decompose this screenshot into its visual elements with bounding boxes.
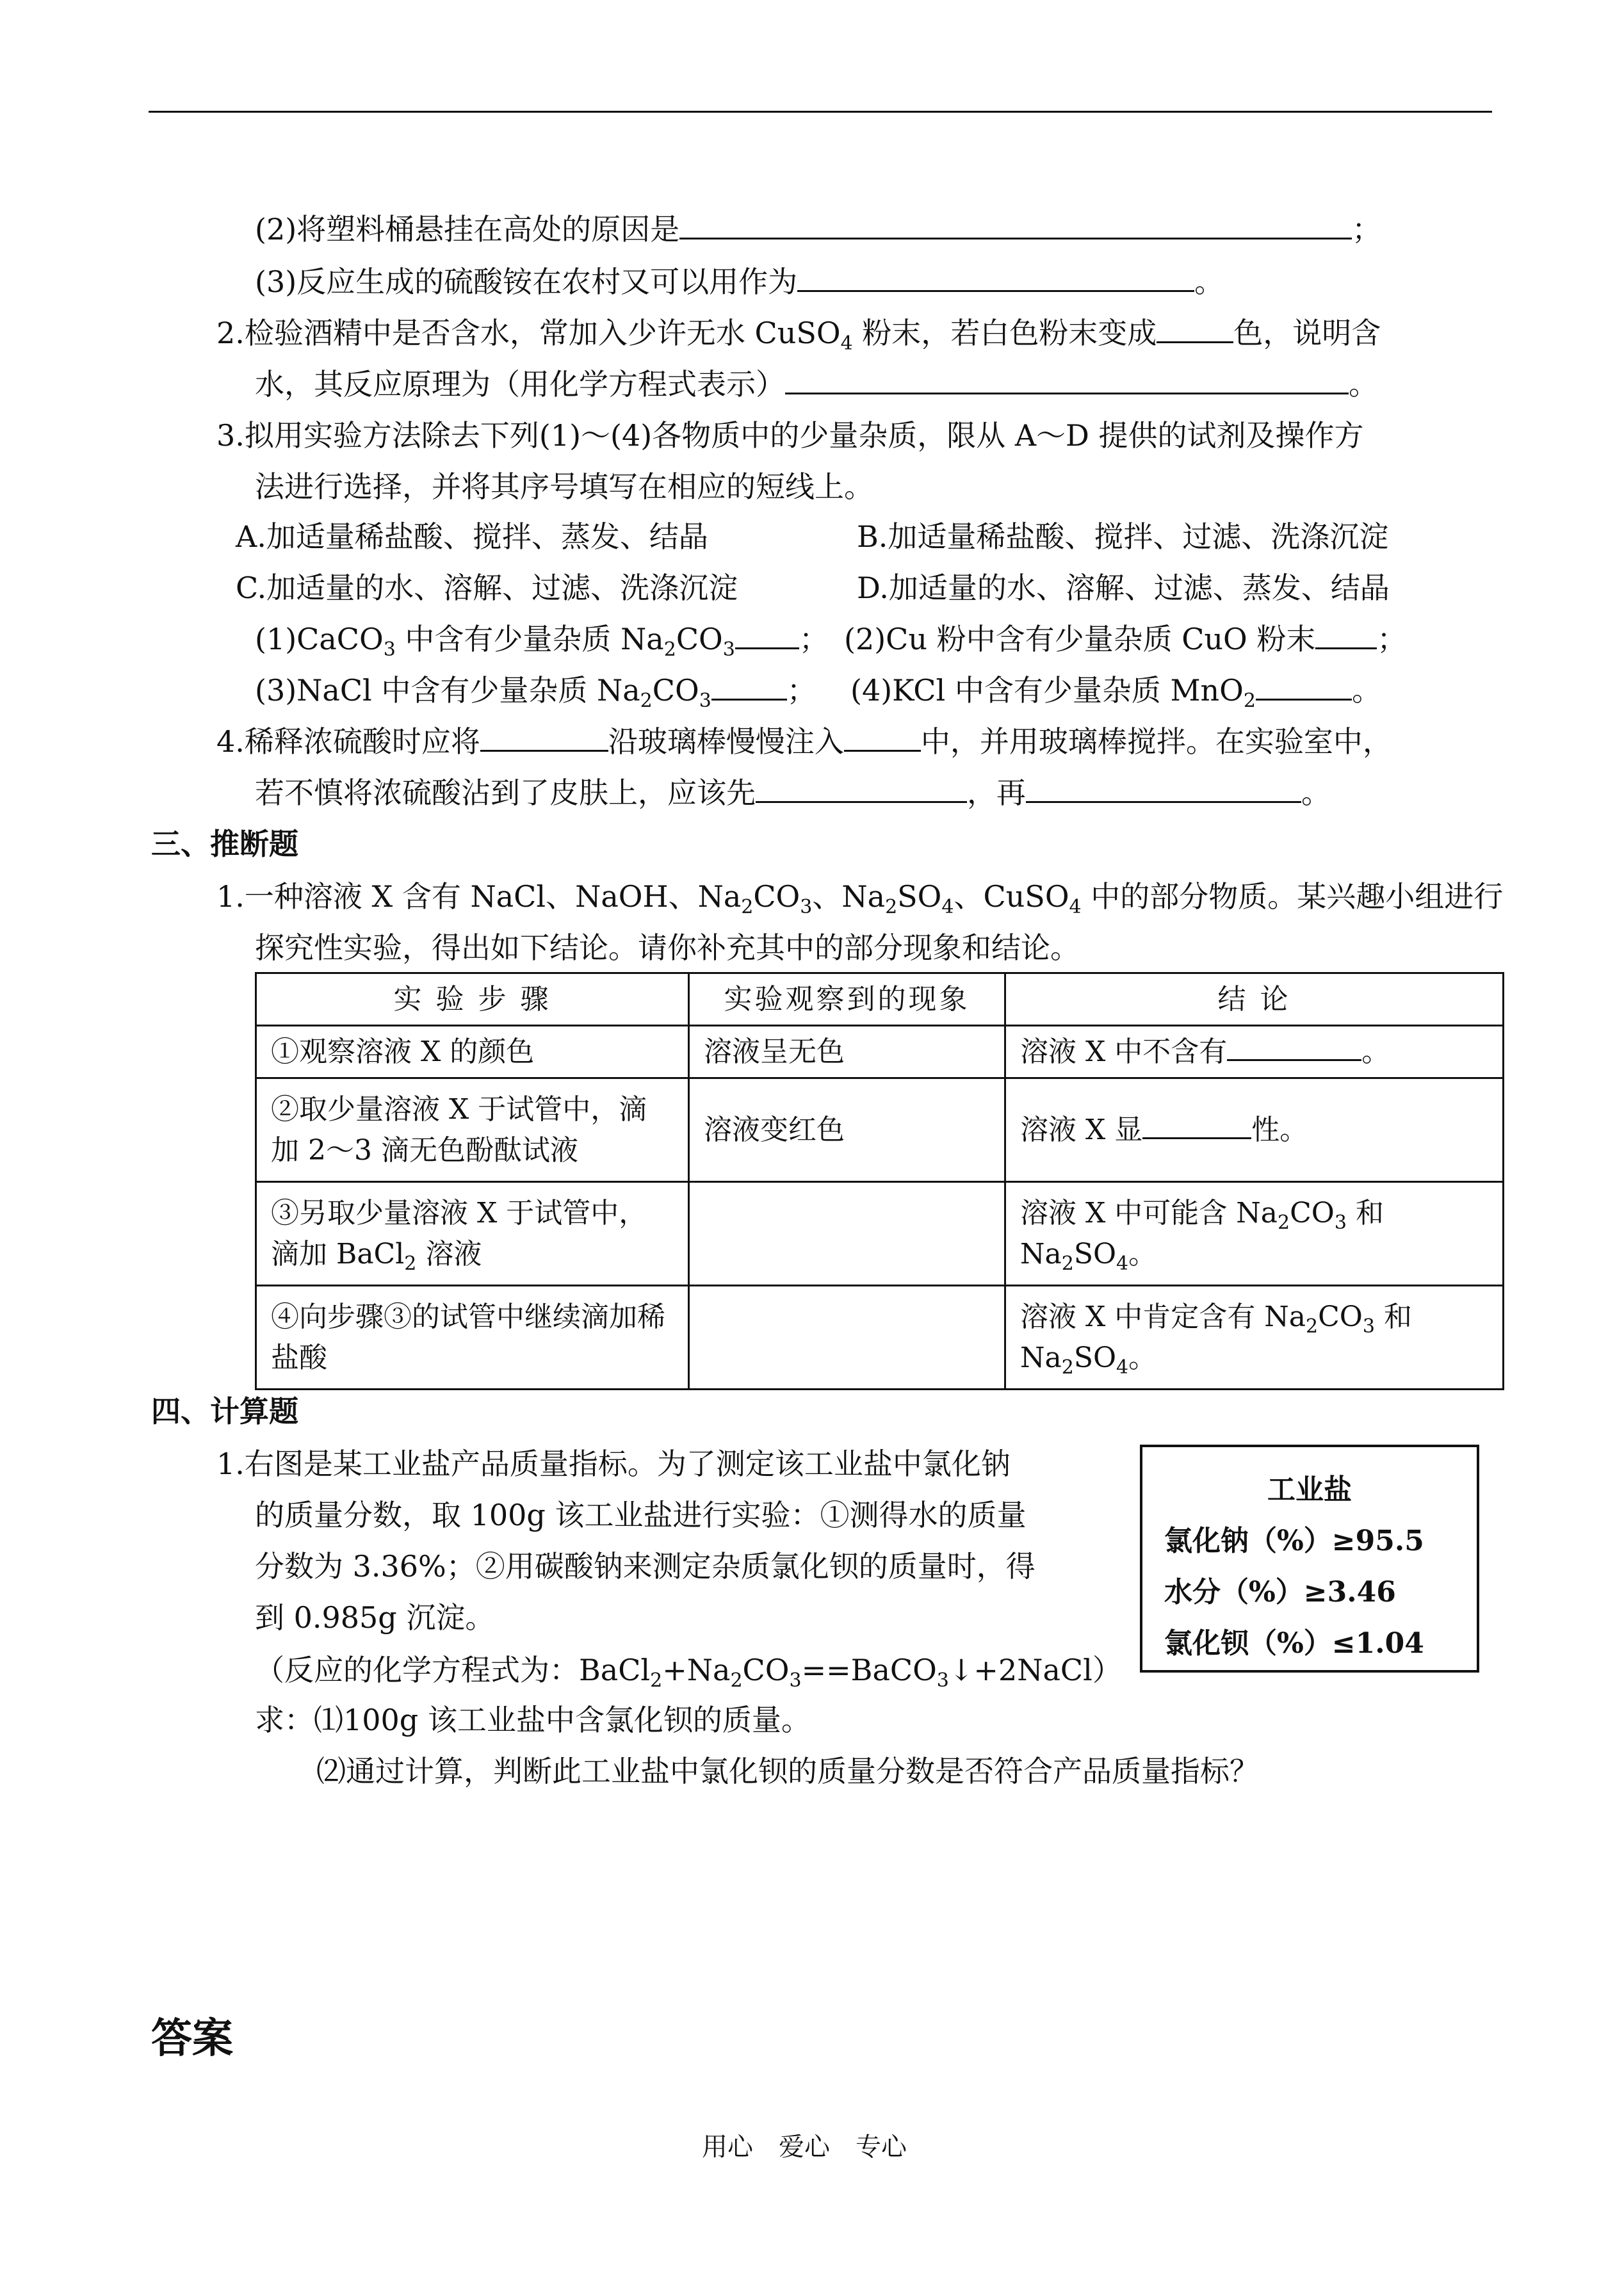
- section-3-question-line1: 1.一种溶液 X 含有 NaCl、NaOH、$Na_2CO_3$、$Na_2SO_4$、CuSO$_4$ 中的部分物质。某兴趣小组进行: [216, 879, 1504, 918]
- answer-blank[interactable]: [711, 673, 787, 701]
- answer-blank[interactable]: [480, 724, 608, 752]
- answer-blank[interactable]: [735, 622, 799, 649]
- industrial-salt-spec-box: [1140, 1445, 1479, 1673]
- experiment-table: [255, 972, 1504, 1390]
- sub-question-3: (3)NaCl 中含有少量杂质 $Na_2CO_3$ ；: [255, 673, 816, 712]
- question-3-line2: 法进行选择，并将其序号填写在相应的短线上。: [255, 469, 873, 504]
- observation-cell[interactable]: [689, 1286, 1005, 1390]
- answer-blank[interactable]: [797, 264, 1194, 292]
- calc-ask-1: 求：⑴100g 该工业盐中含氯化钡的质量。: [255, 1703, 811, 1737]
- table-row: [256, 1078, 1504, 1182]
- conclusion-cell: 溶液 X 中肯定含有 $Na_2CO_3$ 和 $Na_2SO_4$。: [1005, 1286, 1504, 1390]
- question-1-2: (2)将塑料桶悬挂在高处的原因是 ；: [255, 212, 1382, 247]
- table-row: [256, 1286, 1504, 1390]
- table-row: [256, 1026, 1504, 1078]
- answer-blank[interactable]: [1026, 775, 1301, 803]
- section-4-heading: 四、计算题: [151, 1394, 298, 1429]
- question-2-line2: 水，其反应原理为（用化学方程式表示） 。: [255, 367, 1378, 401]
- answer-blank[interactable]: [844, 724, 921, 752]
- observation-cell: 溶液变红色: [689, 1078, 1005, 1182]
- option-b: B.加适量稀盐酸、搅拌、过滤、洗涤沉淀: [857, 519, 1389, 554]
- observation-cell: 溶液呈无色: [689, 1026, 1005, 1078]
- spec-box-title: 工业盐: [1267, 1473, 1352, 1506]
- step-cell: ②取少量溶液 X 于试管中，滴加 2～3 滴无色酚酞试液: [256, 1078, 689, 1182]
- header-rule: [149, 111, 1492, 113]
- question-3-line1: 3.拟用实验方法除去下列(1)～(4)各物质中的少量杂质，限从 A～D 提供的试剂及操作方: [216, 418, 1364, 453]
- question-4-line1: 4.稀释浓硫酸时应将 沿玻璃棒慢慢注入 中，并用玻璃棒搅拌。在实验室中，: [216, 724, 1392, 759]
- answer-blank[interactable]: [756, 775, 967, 803]
- conclusion-cell: 溶液 X 显 性。: [1005, 1078, 1504, 1182]
- answer-blank[interactable]: [679, 212, 1352, 239]
- answer-blank[interactable]: [1315, 622, 1377, 649]
- answer-blank[interactable]: [1142, 1112, 1251, 1139]
- answer-blank[interactable]: [785, 367, 1349, 394]
- reaction-equation: （反应的化学方程式为：$BaCl_2+Na_2CO_3==BaCO_3↓+2NaCl$）: [255, 1653, 1122, 1692]
- question-1-3: (3)反应生成的硫酸铵在农村又可以用作为 。: [255, 264, 1224, 299]
- spec-barium-chloride: 氯化钡（%）≤1.04: [1164, 1627, 1424, 1660]
- table-header-row: [256, 973, 1504, 1026]
- observation-cell[interactable]: [689, 1182, 1005, 1286]
- conclusion-cell: 溶液 X 中可能含 $Na_2CO_3$ 和 $Na_2SO_4$。: [1005, 1182, 1504, 1286]
- question-4-line2: 若不慎将浓硫酸沾到了皮肤上，应该先 ，再 。: [255, 775, 1331, 810]
- answer-blank[interactable]: [1256, 673, 1352, 701]
- sub-question-1: (1)CaCO$_3$ 中含有少量杂质 $Na_2CO_3$ ；: [255, 622, 829, 661]
- calc-ask-2: ⑵通过计算，判断此工业盐中氯化钡的质量分数是否符合产品质量指标？: [316, 1754, 1259, 1788]
- question-2-line1: 2.检验酒精中是否含水，常加入少许无水 CuSO$_4$ 粉末，若白色粉末变成 色，说明含: [216, 316, 1381, 355]
- step-cell: ③另取少量溶液 X 于试管中，滴加 BaCl$_2$ 溶液: [256, 1182, 689, 1286]
- sub-question-2: (2)Cu 粉中含有少量杂质 CuO 粉末 ；: [844, 622, 1407, 656]
- option-c: C.加适量的水、溶解、过滤、洗涤沉淀: [236, 571, 738, 605]
- header-step: 实 验 步 骤: [256, 973, 689, 1026]
- step-cell: ④向步骤③的试管中继续滴加稀盐酸: [256, 1286, 689, 1390]
- page-footer: 用心 爱心 专心: [702, 2132, 907, 2162]
- option-a: A.加适量稀盐酸、搅拌、蒸发、结晶: [236, 519, 708, 554]
- header-conclusion: 结 论: [1005, 973, 1504, 1026]
- step-cell: ①观察溶液 X 的颜色: [256, 1026, 689, 1078]
- answer-blank[interactable]: [1157, 316, 1233, 343]
- calc-question-line2: 的质量分数，取 100g 该工业盐进行实验：①测得水的质量: [255, 1498, 1027, 1532]
- section-3-question-line2: 探究性实验，得出如下结论。请你补充其中的部分现象和结论。: [255, 930, 1080, 965]
- answer-blank[interactable]: [1227, 1034, 1361, 1061]
- sub-question-4: (4)KCl 中含有少量杂质 MnO$_2$ 。: [850, 673, 1381, 712]
- conclusion-cell: 溶液 X 中不含有 。: [1005, 1026, 1504, 1078]
- section-3-heading: 三、推断题: [151, 827, 298, 861]
- answer-heading: 答案: [151, 2015, 233, 2063]
- option-d: D.加适量的水、溶解、过滤、蒸发、结晶: [857, 571, 1390, 605]
- calc-question-line1: 1.右图是某工业盐产品质量指标。为了测定该工业盐中氯化钠: [216, 1447, 1011, 1481]
- spec-moisture: 水分（%）≥3.46: [1164, 1576, 1396, 1609]
- spec-sodium-chloride: 氯化钠（%）≥95.5: [1164, 1525, 1424, 1557]
- calc-question-line4: 到 0.985g 沉淀。: [255, 1600, 495, 1635]
- table-row: [256, 1182, 1504, 1286]
- header-observation: 实验观察到的现象: [689, 973, 1005, 1026]
- calc-question-line3: 分数为 3.36%；②用碳酸钠来测定杂质氯化钡的质量时，得: [255, 1549, 1035, 1584]
